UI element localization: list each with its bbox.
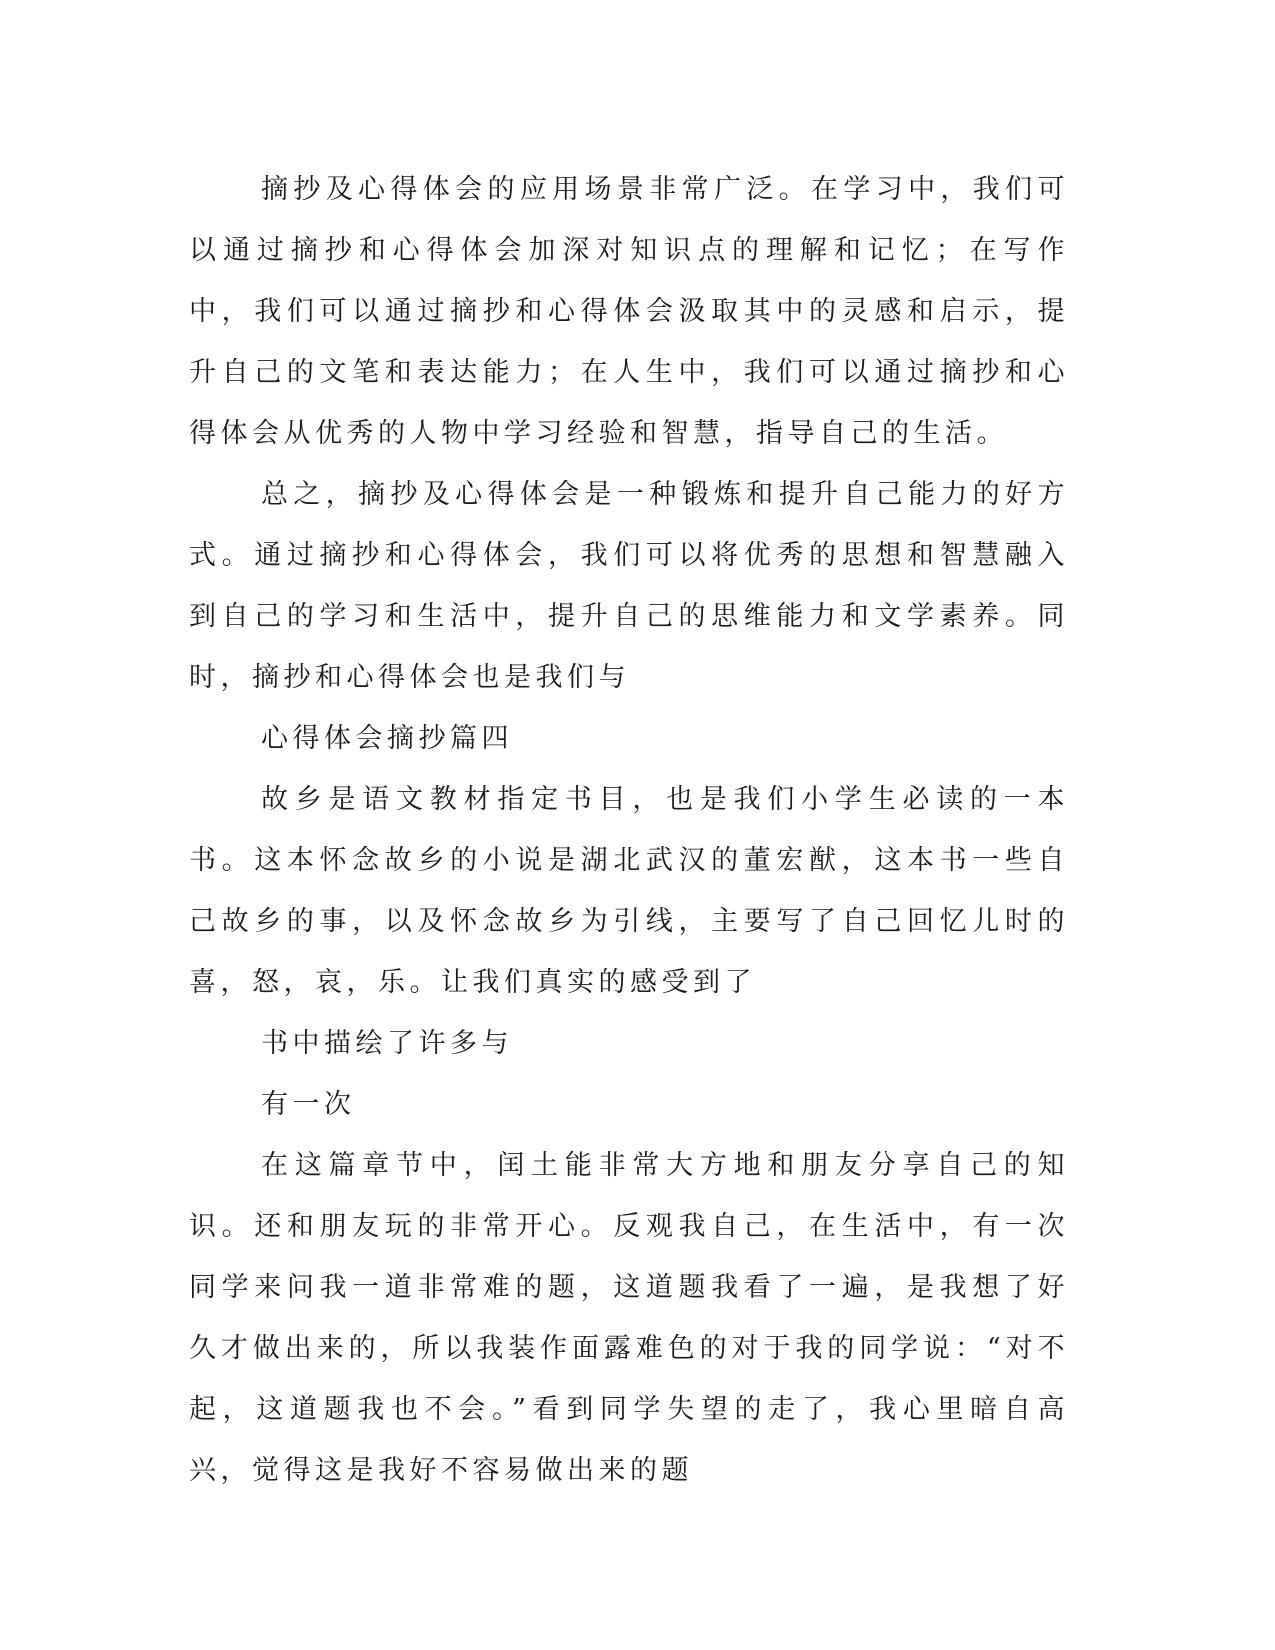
paragraph-application-scenarios: 摘抄及心得体会的应用场景非常广泛。在学习中，我们可以通过摘抄和心得体会加深对知识点的理解和记忆；在写作中，我们可以通过摘抄和心得体会汲取其中的灵感和启示，提升自己的文笔和表达能力；在人生中，我们可以通过摘抄和心得体会从优秀的人物中学习经验和智慧，指导自己的生活。	[189, 174, 1069, 449]
paragraph-runtu-chapter: 在这篇章节中，闰土能非常大方地和朋友分享自己的知识。还和朋友玩的非常开心。反观我自己，在生活中，有一次同学来问我一道非常难的题，这道题我看了一遍，是我想了好久才做出来的，所以我装作面露难色的对于我的同学说：“对不起，这道题我也不会。”看到同学失望的走了，我心里暗自高兴，觉得这是我好不容易做出来的题	[189, 1150, 1069, 1486]
paragraph-hometown-book: 故乡是语文教材指定书目，也是我们小学生必读的一本书。这本怀念故乡的小说是湖北武汉的董宏猷，这本书一些自己故乡的事，以及怀念故乡为引线，主要写了自己回忆儿时的喜，怒，哀，乐。让我们真实的感受到了	[189, 784, 1069, 998]
paragraph-book-depicts: 书中描绘了许多与	[261, 1028, 513, 1059]
paragraph-conclusion: 总之，摘抄及心得体会是一种锻炼和提升自己能力的好方式。通过摘抄和心得体会，我们可以将优秀的思想和智慧融入到自己的学习和生活中，提升自己的思维能力和文学素养。同时，摘抄和心得体会也是我们与	[189, 479, 1069, 693]
paragraph-one-time: 有一次	[261, 1089, 356, 1120]
document-body	[189, 159, 1069, 1501]
section-heading: 心得体会摘抄篇四	[261, 723, 513, 754]
